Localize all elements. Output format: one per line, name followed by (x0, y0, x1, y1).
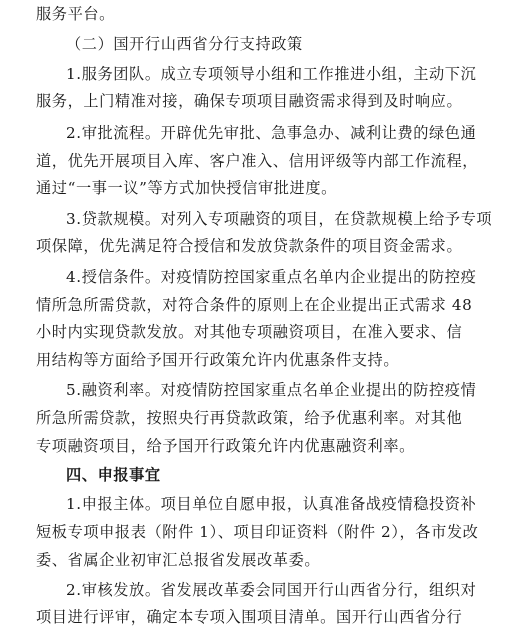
text-line-1: 服务平台。 (36, 5, 115, 23)
text-line-3: 1.服务团队。成立专项领导小组和工作推进小组，主动下沉 (66, 65, 477, 83)
text-line-6: 道，优先开展项目入库、客户准入、信用评级等内部工作流程， (36, 152, 479, 170)
subsection-heading: （二）国开行山西省分行支持政策 (66, 35, 303, 53)
text-line-5: 2.审批流程。开辟优先审批、急事急办、减利让费的绿色通 (66, 124, 477, 142)
text-line-9: 项保障，优先满足符合授信和发放贷款条件的项目资金需求。 (36, 237, 463, 255)
text-line-15: 所急所需贷款，按照央行再贷款政策，给予优惠利率。对其他 (36, 409, 463, 427)
text-line-13: 用结构等方面给予国开行政策允许内优惠条件支持。 (36, 351, 400, 369)
text-line-20: 委、省属企业初审汇总报省发展改革委。 (36, 551, 321, 569)
section-heading: 四、申报事宜 (66, 466, 161, 484)
text-line-4: 服务，上门精准对接，确保专项项目融资需求得到及时响应。 (36, 92, 463, 110)
text-line-12: 小时内实现贷款发放。对其他专项融资项目，在准入要求、信 (36, 323, 463, 341)
text-line-16: 专项融资项目，给予国开行政策允许内优惠融资利率。 (36, 437, 415, 455)
text-line-18: 1.申报主体。项目单位自愿申报，认真准备战疫情稳投资补 (66, 495, 477, 513)
text-line-7: 通过“一事一议”等方式加快授信审批进度。 (36, 179, 337, 197)
text-line-14: 5.融资利率。对疫情防控国家重点名单企业提出的防控疫情 (66, 381, 477, 399)
text-line-21: 2.审核发放。省发展改革委会同国开行山西省分行，组织对 (66, 581, 477, 599)
text-line-19: 短板专项申报表（附件 1）、项目印证资料（附件 2），各市发改 (36, 523, 479, 541)
text-line-10: 4.授信条件。对疫情防控国家重点名单内企业提出的防控疫 (66, 268, 477, 286)
text-line-11: 情所急所需贷款，对符合条件的原则上在企业提出正式需求 48 (36, 296, 473, 314)
text-line-8: 3.贷款规模。对列入专项融资的项目，在贷款规模上给予专项 (66, 210, 493, 228)
text-line-22: 项目进行评审，确定本专项入围项目清单。国开行山西省分行 (36, 608, 463, 626)
